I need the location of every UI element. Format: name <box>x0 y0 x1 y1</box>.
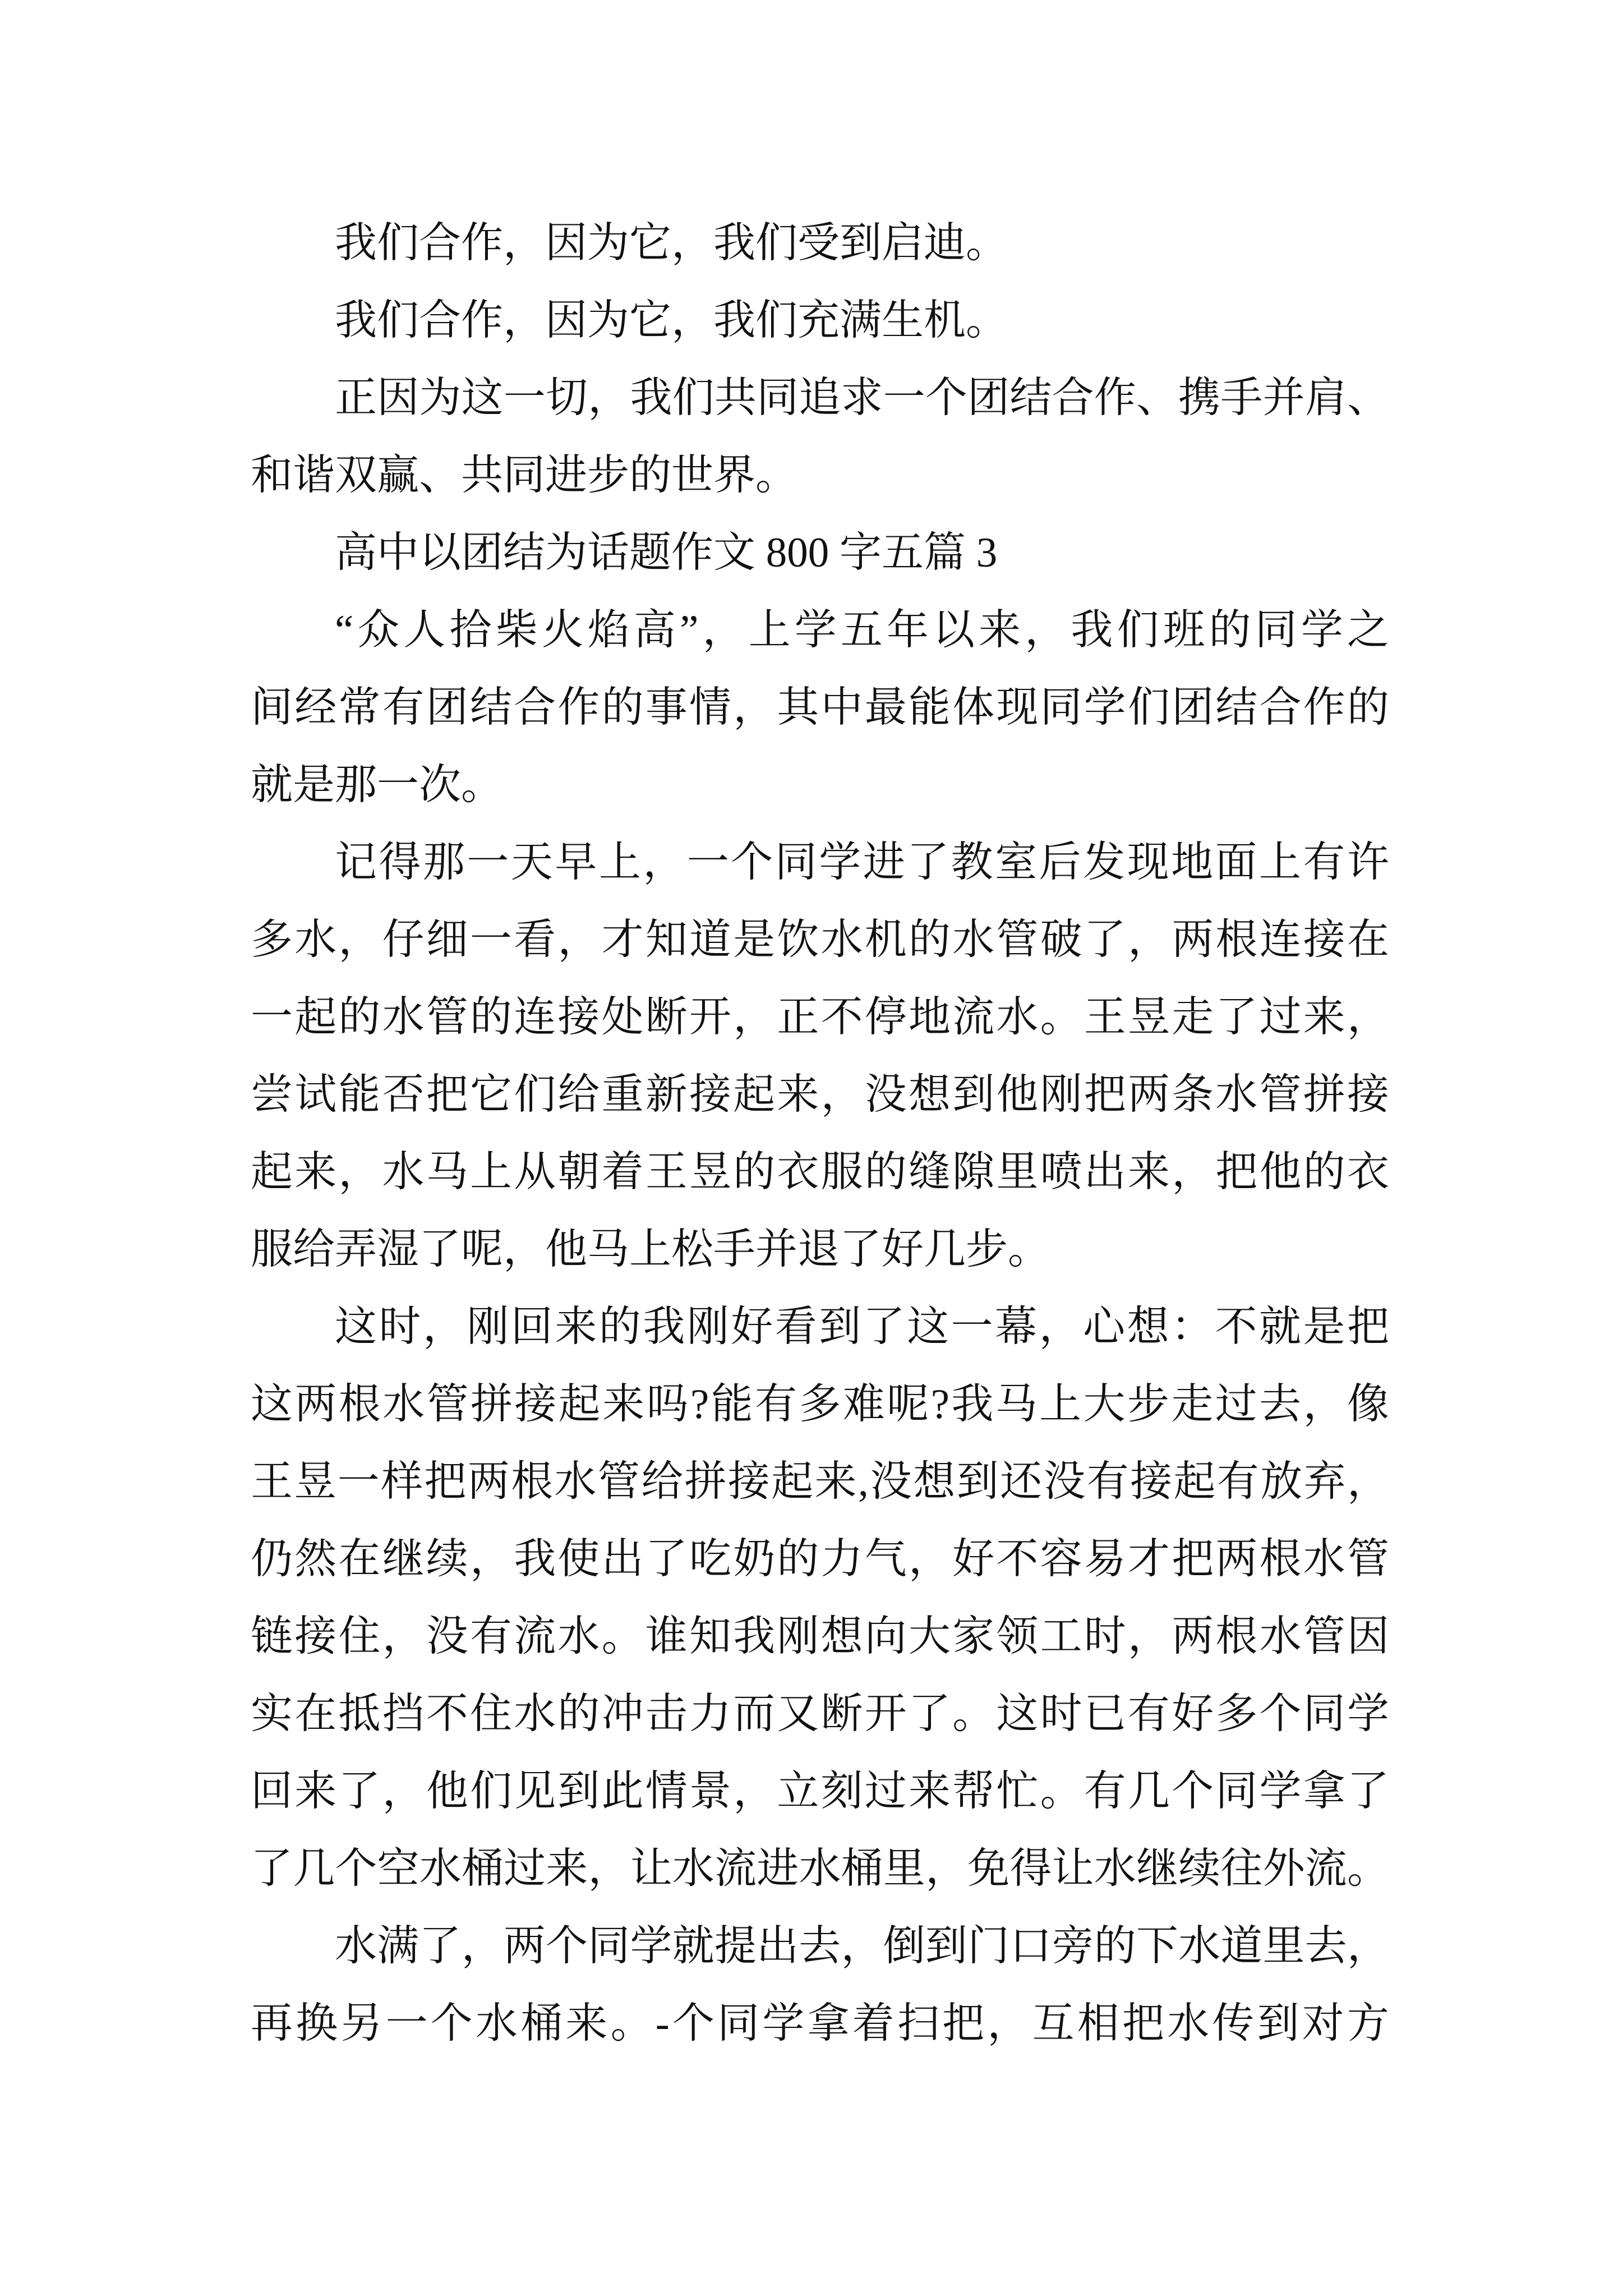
text-line: 实在抵挡不住水的冲击力而又断开了。这时已有好多个同学 <box>251 1691 1389 1737</box>
text-line: “众人拾柴火焰高”，上学五年以来，我们班的同学之 <box>335 607 1389 654</box>
text-line: 仍然在继续，我使出了吃奶的力气，好不容易才把两根水管 <box>251 1536 1389 1582</box>
paragraph <box>251 1289 1389 1908</box>
text-line: 了几个空水桶过来，让水流进水桶里，免得让水继续往外流。 <box>251 1846 1389 1892</box>
text-line: 水满了，两个同学就提出去，倒到门口旁的下水道里去， <box>335 1923 1389 1970</box>
text-line: 间经常有团结合作的事情，其中最能体现同学们团结合作的 <box>251 684 1389 731</box>
text-line: 一起的水管的连接处断开，正不停地流水。王昱走了过来， <box>251 994 1389 1041</box>
text-line: 多水，仔细一看，才知道是饮水机的水管破了，两根连接在 <box>251 917 1389 963</box>
paragraph <box>251 282 1389 360</box>
section-heading <box>251 514 1389 592</box>
text-line: 服给弄湿了呢，他马上松手并退了好几步。 <box>251 1226 1050 1273</box>
text-line: 我们合作，因为它，我们充满生机。 <box>335 297 1008 344</box>
paragraph <box>251 205 1389 282</box>
text-line: 记得那一天早上，一个同学进了教室后发现地面上有许 <box>335 839 1389 886</box>
text-line: 起来，水马上从朝着王昱的衣服的缝隙里喷出来，把他的衣 <box>251 1149 1389 1195</box>
text-line: 这两根水管拼接起来吗?能有多难呢?我马上大步走过去，像 <box>251 1381 1389 1428</box>
paragraph <box>251 592 1389 824</box>
text-line: 回来了，他们见到此情景，立刻过来帮忙。有几个同学拿了 <box>251 1768 1389 1815</box>
text-line: 我们合作，因为它，我们受到启迪。 <box>335 220 1008 266</box>
paragraph <box>251 360 1389 514</box>
heading-line: 高中以团结为话题作文 800 字五篇 3 <box>335 530 998 576</box>
text-line: 链接住，没有流水。谁知我刚想向大家领工时，两根水管因 <box>251 1613 1389 1660</box>
text-line: 王昱一样把两根水管给拼接起来,没想到还没有接起有放弃， <box>251 1458 1389 1505</box>
text-line: 尝试能否把它们给重新接起来，没想到他刚把两条水管拼接 <box>251 1071 1389 1118</box>
paragraph <box>251 1908 1389 2063</box>
text-line: 正因为这一切，我们共同追求一个团结合作、携手并肩、 <box>335 375 1389 421</box>
paragraph <box>251 824 1389 1289</box>
text-line: 再换另一个水桶来。-个同学拿着扫把，互相把水传到对方 <box>251 2000 1389 2047</box>
text-line: 和谐双赢、共同进步的世界。 <box>251 452 798 499</box>
document-body <box>251 205 1389 2063</box>
text-line: 这时，刚回来的我刚好看到了这一幕，心想：不就是把 <box>335 1304 1389 1350</box>
text-line: 就是那一次。 <box>251 762 504 808</box>
